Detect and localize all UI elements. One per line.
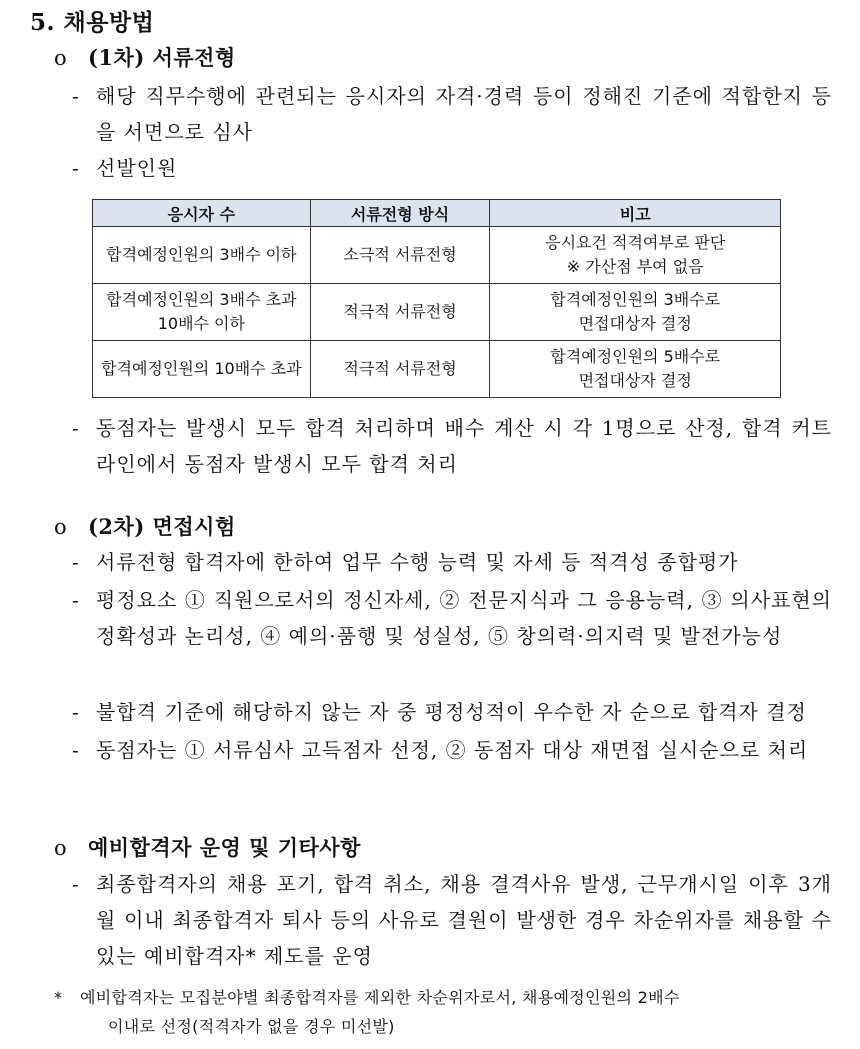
table-cell: 합격예정인원의 10배수 초과 — [93, 341, 311, 398]
subsection-title-2 — [54, 511, 236, 541]
footnote-line-2: 이내로 선정(적격자가 없을 경우 미선발) — [108, 1017, 395, 1036]
list-item — [72, 866, 832, 974]
list-item — [72, 582, 832, 654]
table-header: 응시자 수 — [93, 200, 311, 227]
list-item — [72, 694, 832, 730]
dash-icon: - — [72, 700, 80, 724]
table-row — [93, 227, 781, 284]
list-item — [72, 732, 832, 768]
table-cell: 응시요건 적격여부로 판단 ※ 가산점 부여 없음 — [490, 227, 781, 284]
dash-icon: - — [72, 738, 80, 762]
footnote — [54, 983, 832, 1041]
list-item-text: 평정요소 ① 직원으로서의 정신자세, ② 전문지식과 그 응용능력, ③ 의사표현의 정확성과 논리성, ④ 예의·품행 및 성실성, ⑤ 창의력·의지력 및 발전가능성 — [96, 588, 832, 648]
table-row — [93, 284, 781, 341]
subsection-title-3 — [54, 832, 361, 862]
dash-icon: - — [72, 588, 80, 612]
bullet-circle-icon: o — [54, 836, 68, 860]
list-item — [72, 78, 832, 150]
subsection-title-text: 예비합격자 운영 및 기타사항 — [88, 835, 361, 860]
list-item-text: 선발인원 — [96, 156, 178, 180]
dash-icon: - — [72, 872, 80, 896]
dash-icon: - — [72, 550, 80, 574]
table-cell: 합격예정인원의 5배수로 면접대상자 결정 — [490, 341, 781, 398]
table-cell: 합격예정인원의 3배수로 면접대상자 결정 — [490, 284, 781, 341]
table-cell: 적극적 서류전형 — [310, 341, 490, 398]
dash-icon: - — [72, 84, 80, 108]
footnote-line-1: 예비합격자는 모집분야별 최종합격자를 제외한 차순위자로서, 채용예정인원의 2배수 — [80, 988, 680, 1007]
subsection-title-text: (2차) 면접시험 — [88, 514, 236, 539]
table-header: 서류전형 방식 — [310, 200, 490, 227]
bullet-circle-icon: o — [54, 46, 68, 70]
table-header: 비고 — [490, 200, 781, 227]
table-cell: 합격예정인원의 3배수 이하 — [93, 227, 311, 284]
section-heading: 5. 채용방법 — [30, 9, 155, 36]
selection-table — [92, 199, 781, 398]
table-row — [93, 341, 781, 398]
list-item-text: 해당 직무수행에 관련되는 응시자의 자격·경력 등이 정해진 기준에 적합한지 등을 서면으로 심사 — [96, 84, 832, 144]
table-cell: 소극적 서류전형 — [310, 227, 490, 284]
dash-icon: - — [72, 156, 80, 180]
asterisk-icon: * — [54, 988, 63, 1007]
list-item-text: 최종합격자의 채용 포기, 합격 취소, 채용 결격사유 발생, 근무개시일 이후 3개월 이내 최종합격자 퇴사 등의 사유로 결원이 발생한 경우 차순위자를 채용할 수 있는 예비합격자* 제도를 운영 — [96, 872, 832, 968]
list-item — [72, 410, 832, 482]
table-cell: 합격예정인원의 3배수 초과 10배수 이하 — [93, 284, 311, 341]
list-item-text: 불합격 기준에 해당하지 않는 자 중 평정성적이 우수한 자 순으로 합격자 결정 — [96, 700, 807, 724]
list-item-text: 동점자는 발생시 모두 합격 처리하며 배수 계산 시 각 1명으로 산정, 합격 커트라인에서 동점자 발생시 모두 합격 처리 — [96, 416, 832, 476]
list-item-text: 서류전형 합격자에 한하여 업무 수행 능력 및 자세 등 적격성 종합평가 — [96, 550, 739, 574]
list-item — [72, 544, 832, 580]
dash-icon: - — [72, 416, 80, 440]
subsection-title-1 — [54, 42, 236, 72]
table-cell: 적극적 서류전형 — [310, 284, 490, 341]
list-item-text: 동점자는 ① 서류심사 고득점자 선정, ② 동점자 대상 재면접 실시순으로 처리 — [96, 738, 809, 762]
list-item — [72, 150, 832, 186]
bullet-circle-icon: o — [54, 515, 68, 539]
subsection-title-text: (1차) 서류전형 — [88, 45, 236, 70]
